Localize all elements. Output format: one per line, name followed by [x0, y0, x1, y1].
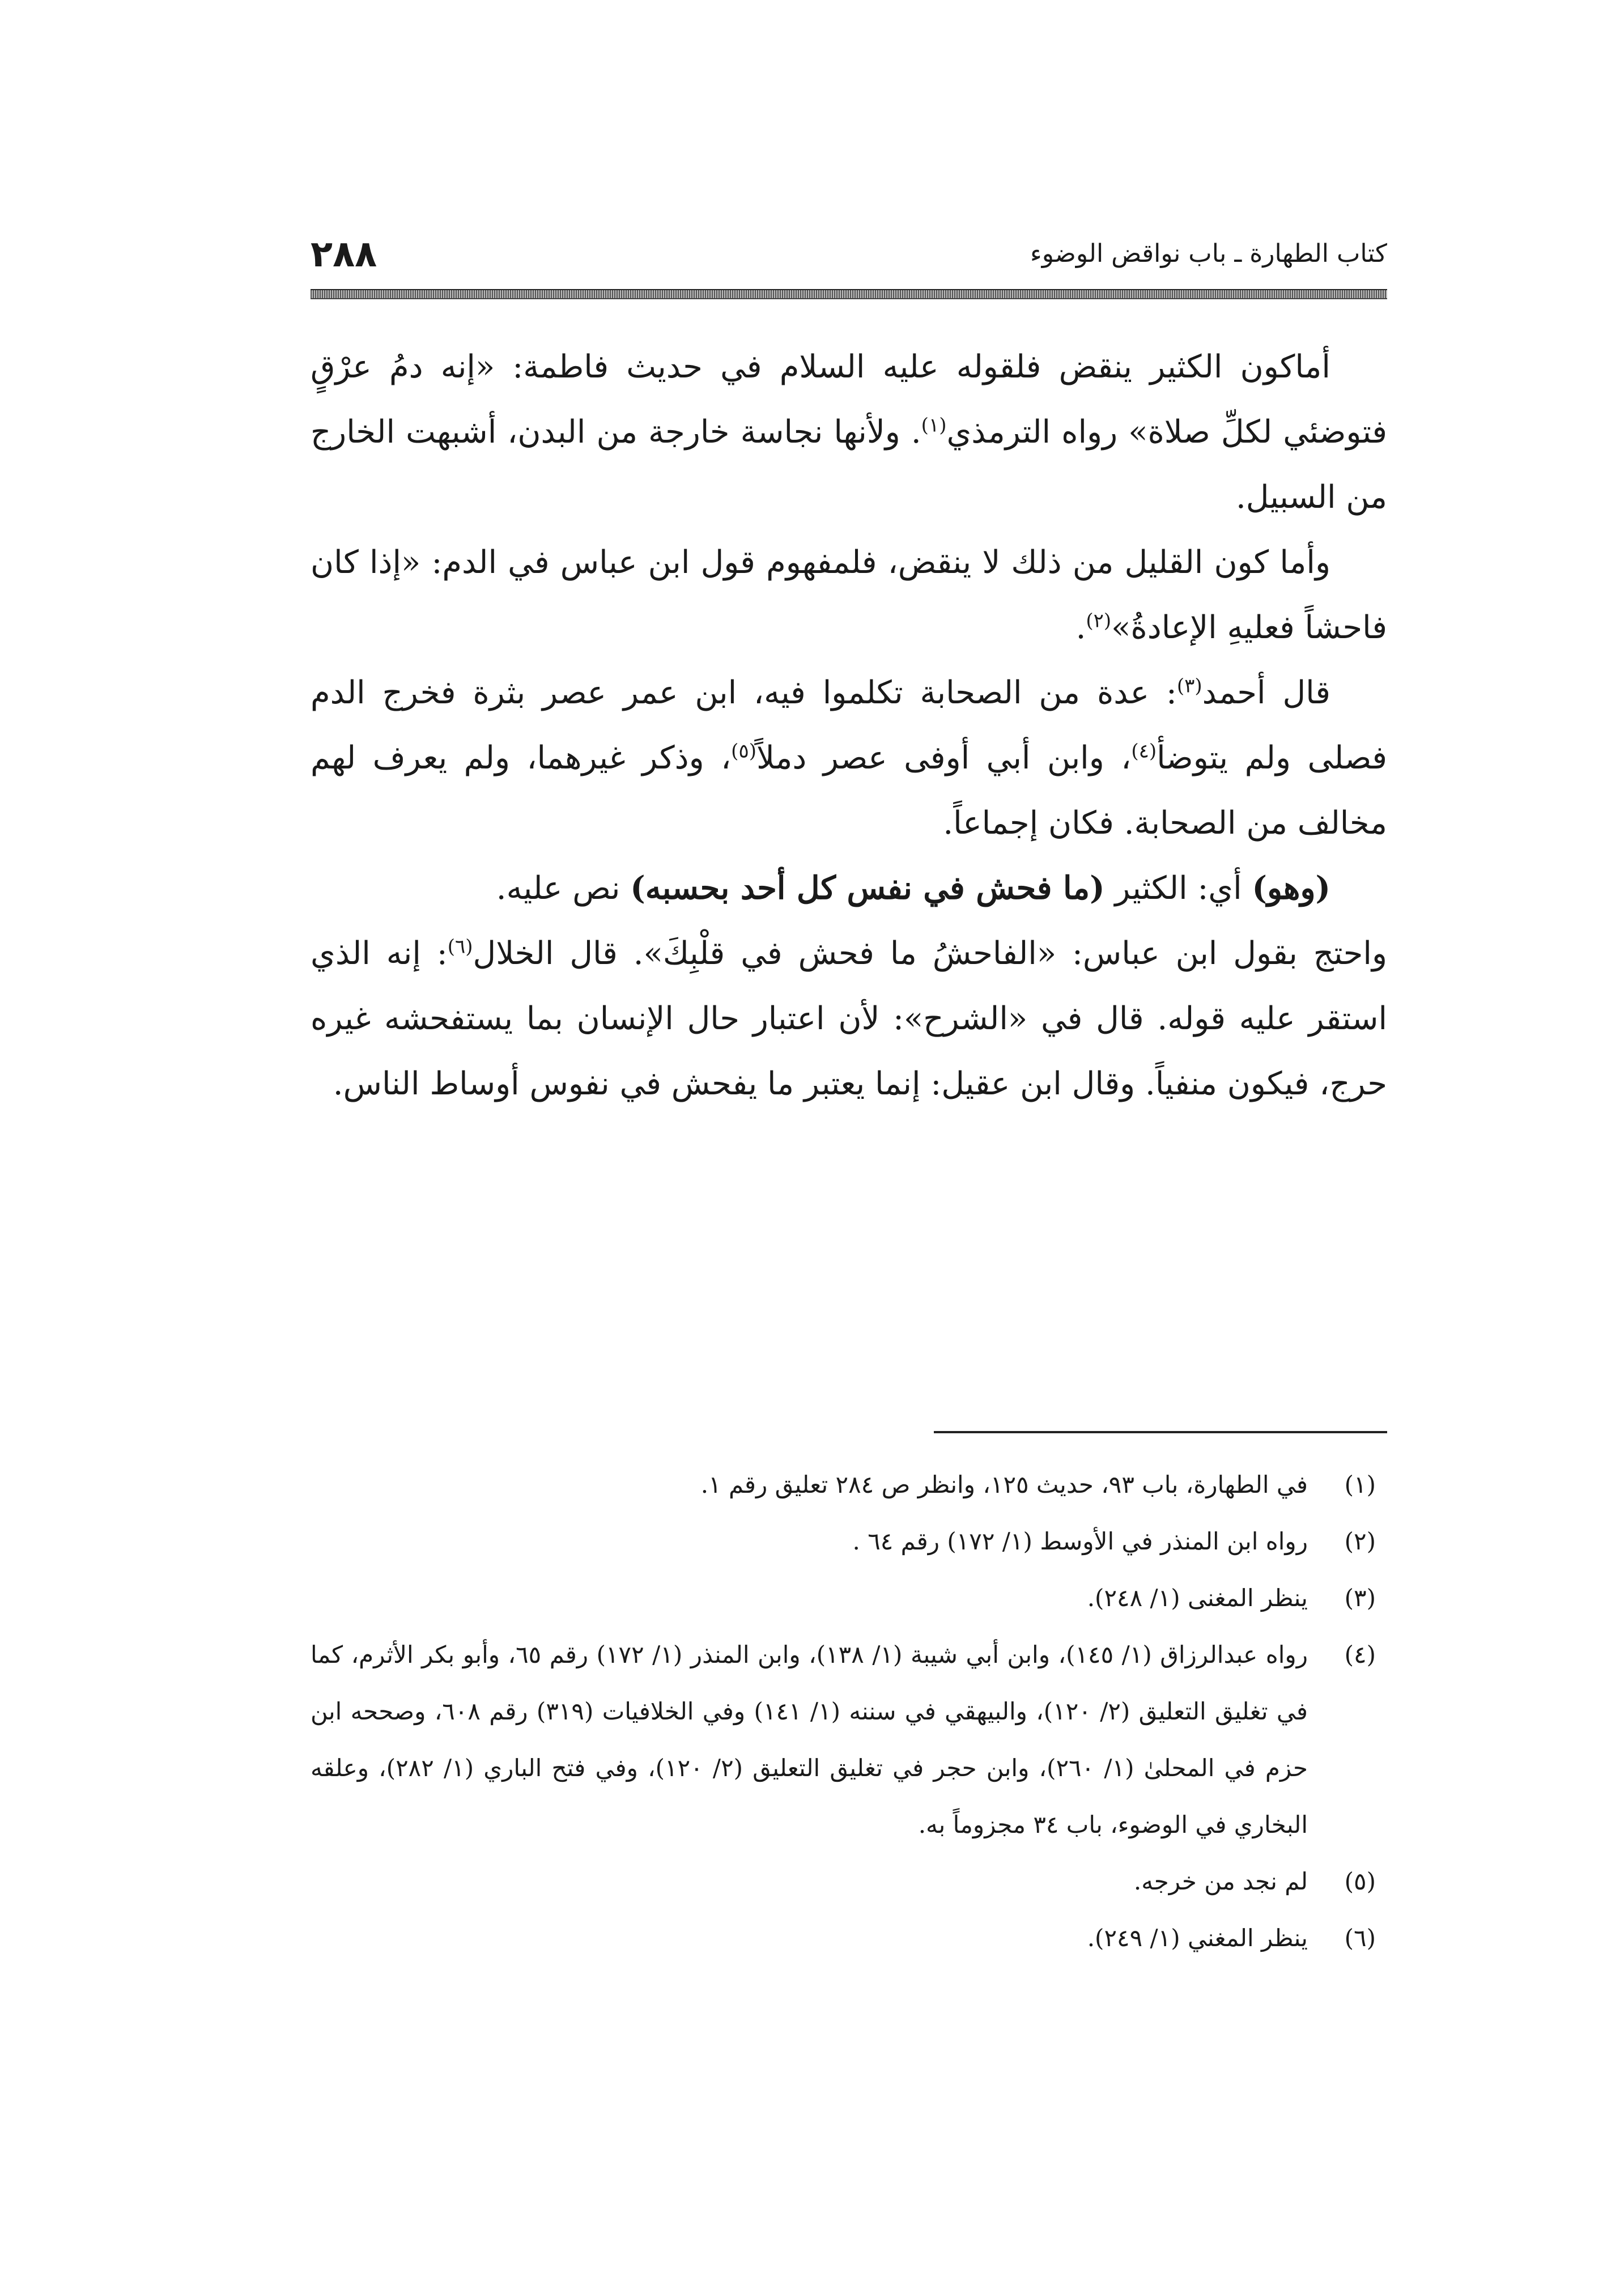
paragraph-3: قال أحمد$^{(٣)}$: عدة من الصحابة تكلموا فيه، ابن عمر عصر بثرة فخرج الدم فصلى ولم يتوضأ$^{(٤)}$، وابن أبي أوفى عصر دملاً$^{(٥)}$، وذكر غيرهما، ولم يعرف لهم مخالف من الصحابة. فكان إجماعاً.	[311, 674, 1388, 842]
footnote-number: (١)	[1344, 1471, 1376, 1498]
footnote-ref-1: (١)	[921, 414, 947, 437]
footnote-4	[311, 1627, 1387, 1853]
footnote-number: (٣)	[1344, 1584, 1376, 1612]
footnote-text: لم نجد من خرجه.	[1133, 1867, 1308, 1895]
running-header	[311, 233, 1387, 284]
matn-text: (وهو)	[1252, 869, 1330, 907]
page-number: ٢٨٨	[311, 233, 377, 275]
header-rule	[311, 289, 1387, 299]
paragraph-2: وأما كون القليل من ذلك لا ينقض، فلمفهوم قول ابن عباس في الدم: «إذا كان فاحشاً فعليهِ الإعادةُ»$^{(٢)}$.	[311, 544, 1387, 646]
footnote-ref-5: (٥)	[731, 740, 756, 763]
footnote-6	[311, 1910, 1387, 1967]
paragraph-4: (وهو) أي: الكثير (ما فحش في نفس كل أحد بحسبه) نص عليه.	[496, 869, 1330, 907]
footnote-text: ينظر المغني (١/ ٢٤٩).	[1087, 1924, 1308, 1952]
footnote-number: (٤)	[1344, 1641, 1376, 1668]
footnote-text: في الطهارة، باب ٩٣، حديث ١٢٥، وانظر ص ٢٨٤ تعليق رقم ١.	[700, 1471, 1308, 1498]
main-text	[311, 334, 1387, 1116]
footnote-1	[311, 1457, 1387, 1513]
footnote-ref-4: (٤)	[1131, 740, 1157, 763]
book-page	[311, 227, 1387, 2154]
footnotes	[311, 1457, 1387, 1967]
footnote-number: (٥)	[1344, 1867, 1376, 1895]
paragraph-1: أماكون الكثير ينقض فلقوله عليه السلام في حديث فاطمة: «إنه دمُ عرْقٍ فتوضئي لكلِّ صلاة» رواه الترمذي$^{(١)}$. ولأنها نجاسة خارجة من البدن، أشبهت الخارج من السبيل.	[311, 349, 1387, 516]
footnote-3	[311, 1570, 1387, 1627]
matn-text: (ما فحش في نفس كل أحد بحسبه)	[630, 869, 1105, 907]
footnote-ref-6: (٦)	[447, 935, 473, 958]
footnote-number: (٢)	[1344, 1527, 1376, 1555]
footnote-ref-2: (٢)	[1086, 609, 1112, 632]
footnote-5	[311, 1853, 1387, 1910]
chapter-title: كتاب الطهارة ـ باب نواقض الوضوء	[1030, 239, 1387, 268]
footnote-text: ينظر المغنى (١/ ٢٤٨).	[1087, 1584, 1308, 1612]
footnote-text: رواه عبدالرزاق (١/ ١٤٥)، وابن أبي شيبة (١/ ١٣٨)، وابن المنذر (١/ ١٧٢) رقم ٦٥، وأبو بكر الأثرم، كما في تغليق التعليق (٢/ ١٢٠)، والبيهقي في سننه (١/ ١٤١) وفي الخلافيات (٣١٩) رقم ٦٠٨، وصححه ابن حزم في المحلىٰ (١/ ٢٦٠)، وابن حجر في تغليق التعليق (٢/ ١٢٠)، وفي فتح الباري (١/ ٢٨٢)، وعلقه البخاري في الوضوء، باب ٣٤ مجزوماً به.	[311, 1641, 1308, 1838]
footnote-2	[311, 1513, 1387, 1570]
footnote-number: (٦)	[1344, 1924, 1376, 1952]
footnote-text: رواه ابن المنذر في الأوسط (١/ ١٧٢) رقم ٦٤ .	[852, 1527, 1308, 1555]
paragraph-5: واحتج بقول ابن عباس: «الفاحشُ ما فحش في قلْبِكَ». قال الخلال$^{(٦)}$: إنه الذي استقر عليه قوله. قال في «الشرح»: لأن اعتبار حال الإنسان بما يستفحشه غيره حرج، فيكون منفياً. وقال ابن عقيل: إنما يعتبر ما يفحش في نفوس أوساط الناس.	[311, 935, 1387, 1102]
footnote-separator	[934, 1431, 1387, 1433]
footnote-ref-3: (٣)	[1176, 674, 1202, 698]
